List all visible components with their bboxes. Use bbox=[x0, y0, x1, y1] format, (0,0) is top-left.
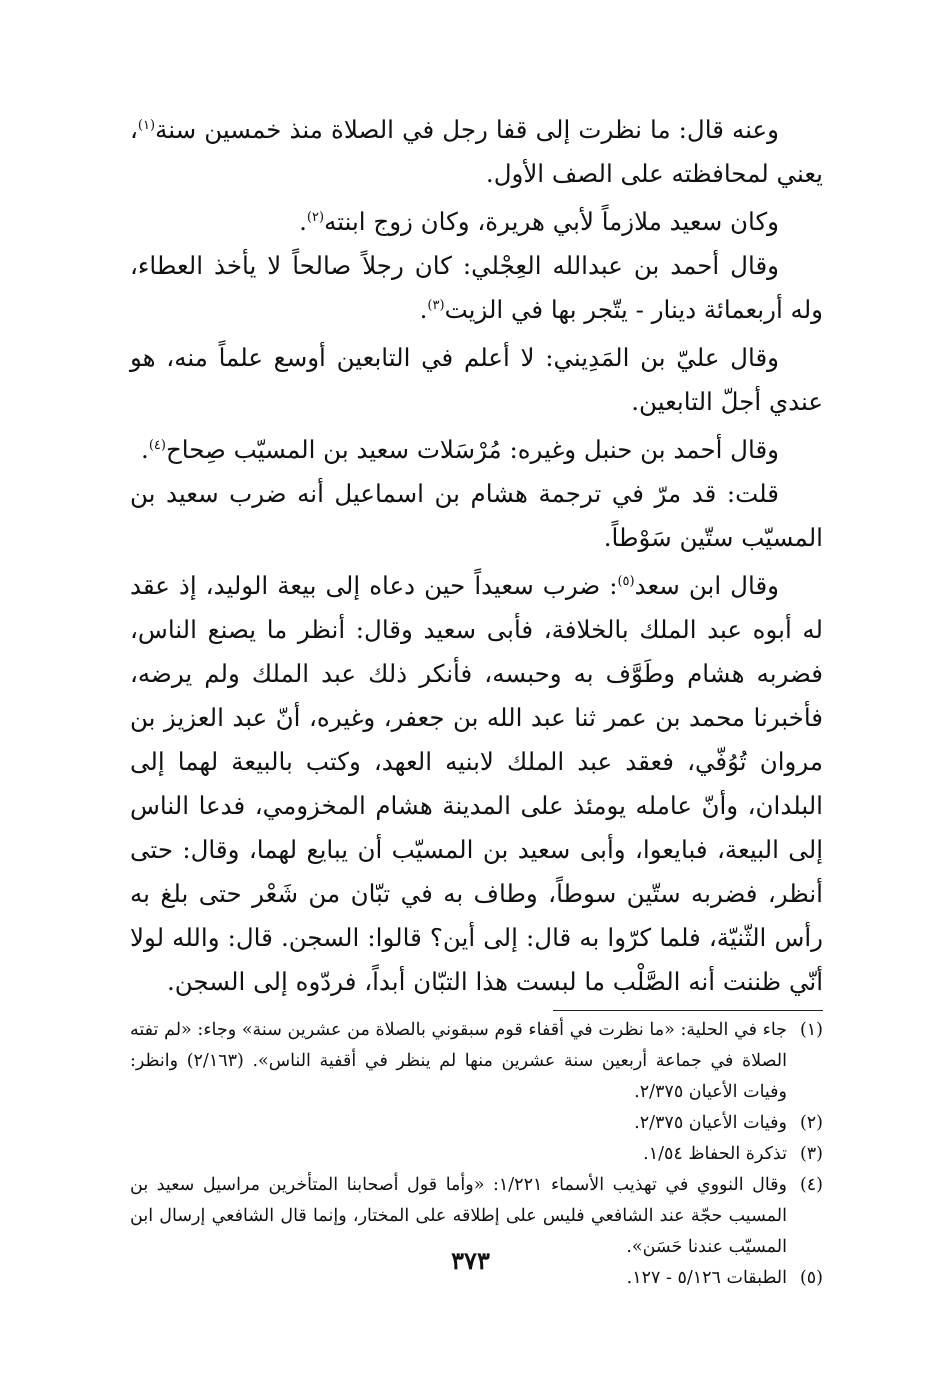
page-number: ٣٧٣ bbox=[451, 1246, 490, 1275]
paragraph-4: وقال عليّ بن المَدِيني: لا أعلم في التابعين أوسع علماً منه، هو عندي أجلّ التابعين. bbox=[130, 343, 823, 416]
footnote-text: تذكرة الحفاظ ١/٥٤. bbox=[643, 1144, 787, 1164]
footnote-ref-1[interactable]: (١) bbox=[137, 117, 156, 133]
footnote-ref-4[interactable]: (٤) bbox=[148, 437, 166, 453]
paragraph-5: وقال أحمد بن حنبل وغيره: مُرْسَلات سعيد بن المسيّب صِحاح$^{(٤)}$. bbox=[141, 435, 779, 464]
footnote-1 bbox=[130, 1015, 823, 1108]
footnote-number: (٤) bbox=[799, 1175, 823, 1195]
footnote-separator bbox=[553, 1010, 823, 1011]
footnote-ref-3[interactable]: (٣) bbox=[427, 297, 445, 313]
paragraph-7: وقال ابن سعد$^{(٥)}$: ضرب سعيداً حين دعاه إلى بيعة الوليد، إذ عقد له أبوه عبد الملك بالخلافة، فأبى سعيد وقال: أنظر ما يصنع الناس، فضربه هشام وطَوَّف به وحبسه، فأنكر ذلك عبد الملك ولم يرضه، فأخبرنا محمد بن عمر ثنا عبد الله بن جعفر، وغيره، أنّ عبد العزيز بن مروان تُوُفّي، فعقد عبد الملك لابنيه العهد، وكتب بالبيعة لهما إلى البلدان، وأنّ عامله يومئذ على المدينة هشام المخزومي، فدعا الناس إلى البيعة، فبايعوا، وأبى سعيد بن المسيّب أن يبايع لهما، وقال: حتى أنظر، فضربه ستّين سوطاً، وطاف به في تبّان من شَعْر حتى بلغ به رأس الثّنيّة، فلما كرّوا به قال: إلى أين؟ قالوا: السجن. قال: والله لولا أنّي ظننت أنه الصَّلْب ما لبست هذا التبّان أبداً، فردّوه إلى السجن. bbox=[130, 571, 823, 996]
footnote-text: وقال النووي في تهذيب الأسماء ١/٢٢١: «وأما قول أصحابنا المتأخرين مراسيل سعيد بن المسيب حجّة عند الشافعي فليس على إطلاقه على المختار، وإنما قال الشافعي إرسال ابن المسيّب عندنا حَسَن». bbox=[130, 1175, 787, 1257]
footnote-number: (١) bbox=[799, 1020, 823, 1040]
footnote-ref-2[interactable]: (٢) bbox=[306, 209, 325, 225]
footnote-number: (٥) bbox=[799, 1268, 823, 1288]
paragraph-2: وكان سعيد ملازماً لأبي هريرة، وكان زوج ابنته$^{(٢)}$. bbox=[299, 207, 779, 236]
footnote-text: الطبقات ٥/١٢٦ - ١٢٧. bbox=[626, 1268, 787, 1288]
paragraph-1: وعنه قال: ما نظرت إلى قفا رجل في الصلاة منذ خمسين سنة$^{(١)}$، يعني لمحافظته على الصف الأول. bbox=[130, 115, 823, 188]
footnote-ref-5[interactable]: (٥) bbox=[617, 573, 635, 589]
footnote-3 bbox=[130, 1139, 823, 1170]
paragraph-6: قلت: قد مرّ في ترجمة هشام بن اسماعيل أنه ضرب سعيد بن المسيّب ستّين سَوْطاً. bbox=[130, 479, 823, 552]
footnote-text: جاء في الحلية: «ما نظرت في أقفاء قوم سبقوني بالصلاة من عشرين سنة» وجاء: «لم تفته الصلاة في جماعة أربعين سنة عشرين منها لم ينظر في أقفية الناس». (٢/١٦٣) وانظر: وفيات الأعيان ٢/٣٧٥. bbox=[130, 1020, 787, 1102]
footnote-text: وفيات الأعيان ٢/٣٧٥. bbox=[634, 1113, 787, 1133]
footnote-number: (٣) bbox=[799, 1144, 823, 1164]
paragraph-3: وقال أحمد بن عبدالله العِجْلي: كان رجلاً صالحاً لا يأخذ العطاء، وله أربعمائة دينار - يتّجر بها في الزيت$^{(٣)}$. bbox=[130, 251, 823, 324]
footnote-number: (٢) bbox=[799, 1113, 823, 1133]
main-text bbox=[130, 108, 823, 1004]
footnote-2 bbox=[130, 1108, 823, 1139]
